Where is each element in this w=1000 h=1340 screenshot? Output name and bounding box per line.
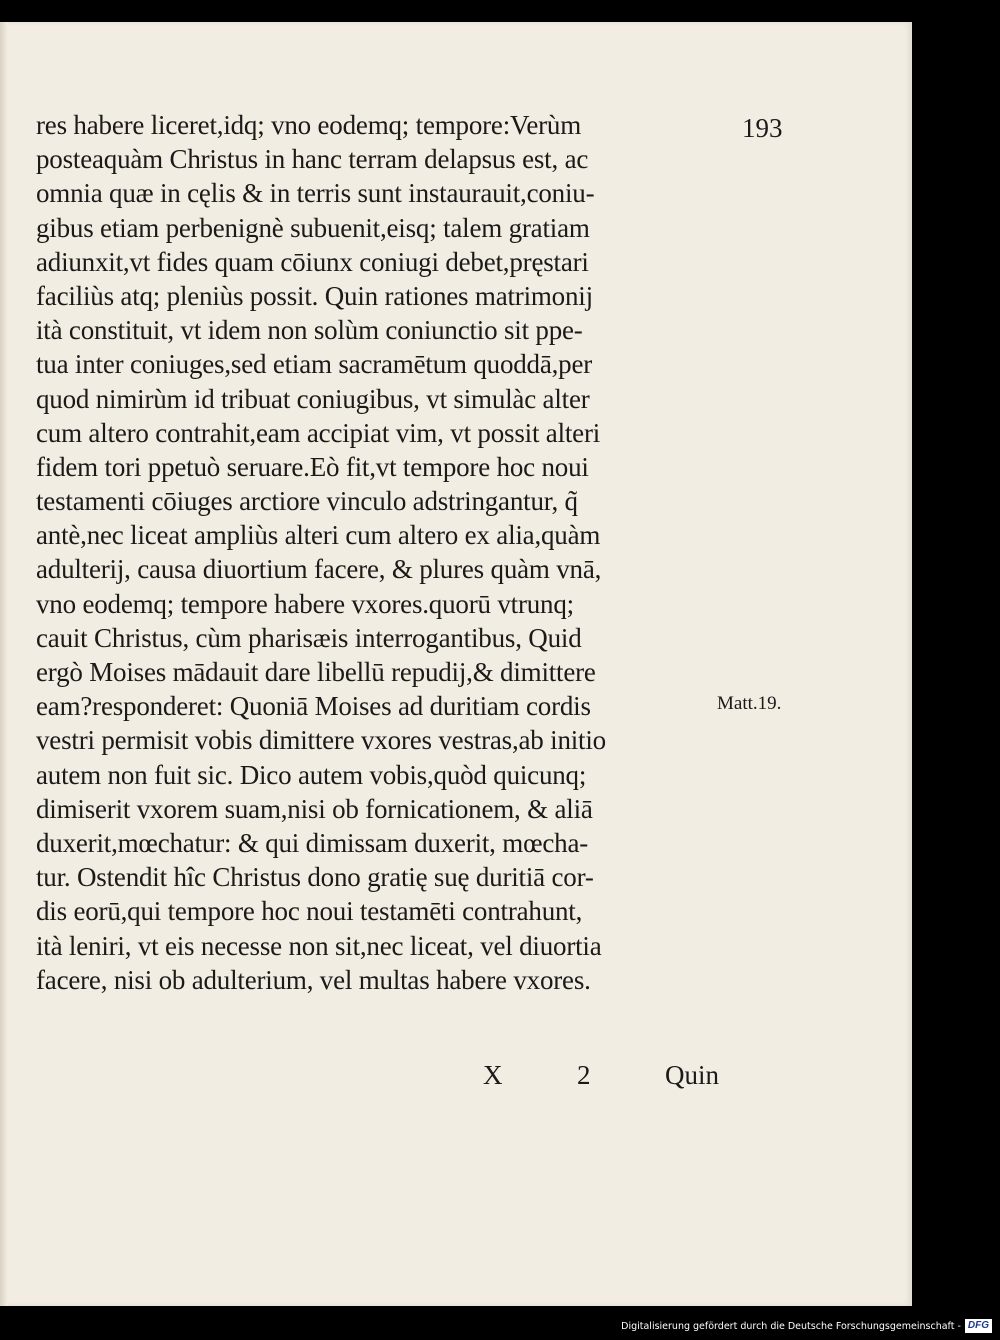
text-line: cum altero contrahit,eam accipiat vim, vt possit alteri	[36, 417, 601, 448]
text-line: antè,nec liceat ampliùs alteri cum altero ex alia,quàm	[36, 520, 601, 551]
catchword: Quin	[665, 1060, 719, 1090]
text-line: ità leniri, vt eis necesse non sit,nec liceat, vel diuortia	[36, 930, 602, 961]
body-text	[36, 108, 726, 997]
text-line: adiunxit,vt fides quam cōiunx coniugi debet,pręstari	[36, 246, 589, 277]
text-line: adulterij, causa diuortium facere, & plures quàm vnā,	[36, 554, 602, 585]
text-line: testamenti cōiuges arctiore vinculo adstringantur, q̃	[36, 486, 578, 517]
signature-line	[483, 1058, 719, 1092]
text-line: dis eorū,qui tempore hoc noui testamēti contrahunt,	[36, 896, 583, 927]
text-line: gibus etiam perbenignè subuenit,eisq; talem gratiam	[36, 212, 590, 243]
text-line: posteaquàm Christus in hanc terram delapsus est, ac	[36, 144, 589, 175]
text-line: dimiserit vxorem suam,nisi ob fornicationem, & aliā	[36, 793, 593, 824]
text-line: vestri permisit vobis dimittere vxores vestras,ab initio	[36, 725, 606, 756]
text-line: ergò Moises mādauit dare libellū repudij,& dimittere	[36, 657, 596, 687]
text-line: omnia quæ in cęlis & in terris sunt instaurauit,coniu-	[36, 178, 595, 209]
footer-credit: Digitalisierung gefördert durch die Deutsche Forschungsgemeinschaft -	[621, 1320, 961, 1332]
text-line: autem non fuit sic. Dico autem vobis,quòd quicunq;	[36, 759, 587, 790]
text-line: ità constituit, vt idem non solùm coniunctio sit ppe-	[36, 315, 583, 346]
text-line: tua inter coniuges,sed etiam sacramētum quoddā,per	[36, 349, 593, 380]
signature-mark: X	[483, 1060, 503, 1090]
page-number: 193	[742, 113, 783, 143]
marginal-note: Matt.19.	[717, 693, 782, 714]
text-line: res habere liceret,idq; vno eodemq; tempore:Verùm	[36, 110, 581, 140]
text-line: faciliùs atq; pleniùs possit. Quin rationes matrimonij	[36, 280, 593, 311]
text-line: fidem tori ppetuò seruare.Eò fit,vt tempore hoc noui	[36, 451, 589, 482]
page-edge-shadow	[0, 22, 8, 1306]
signature-number: 2	[577, 1060, 591, 1090]
text-line: tur. Ostendit hîc Christus dono gratię suę duritiā cor-	[36, 862, 594, 893]
text-line: duxerit,mœchatur: & qui dimissam duxerit, mœcha-	[36, 827, 589, 858]
text-line: vno eodemq; tempore habere vxores.quorū vtrunq;	[36, 588, 574, 619]
text-line: cauit Christus, cùm pharisæis interrogantibus, Quid	[36, 622, 582, 653]
footer-bar	[621, 1318, 992, 1334]
text-line: quod nimirùm id tribuat coniugibus, vt simulàc alter	[36, 383, 590, 414]
text-line: facere, nisi ob adulterium, vel multas habere vxores.	[36, 964, 591, 995]
dfg-logo-icon[interactable]: DFG	[965, 1319, 992, 1333]
text-line: eam?responderet: Quoniā Moises ad duritiam cordis	[36, 691, 591, 722]
